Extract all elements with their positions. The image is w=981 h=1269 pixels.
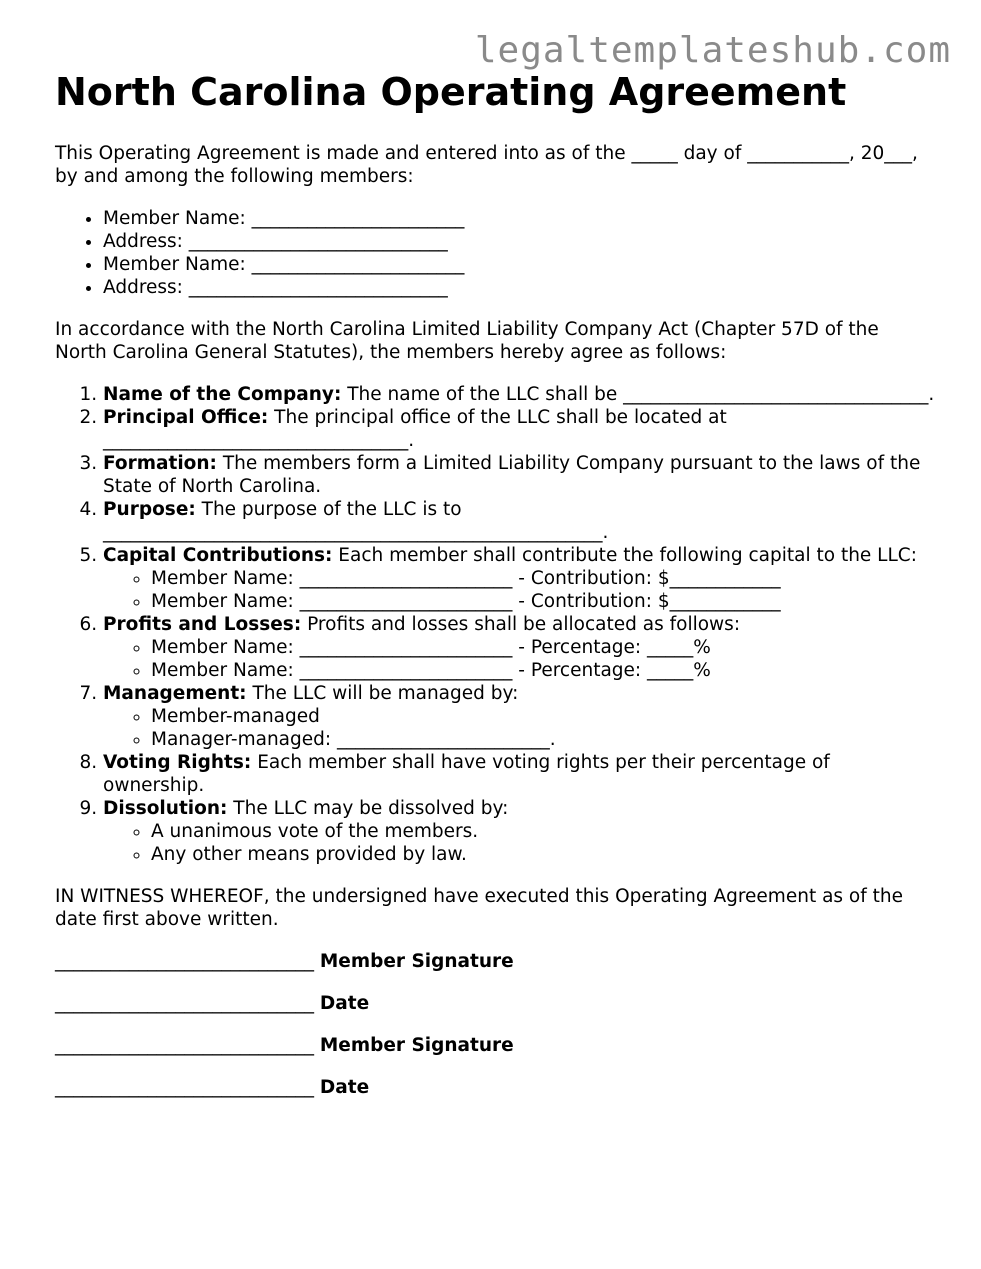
clause-text: The name of the LLC shall be _________________________________. <box>341 384 935 405</box>
page-title: North Carolina Operating Agreement <box>55 70 847 114</box>
clause-heading: Formation: <box>103 453 217 474</box>
signature-row <box>55 1034 935 1076</box>
intro-paragraph: This Operating Agreement is made and entered into as of the _____ day of ___________, 20___, by and among the following members: <box>55 143 918 187</box>
clause-item <box>103 406 935 452</box>
list-item: • Address: ____________________________ <box>103 230 935 253</box>
clause-text: The LLC will be managed by: <box>246 683 519 704</box>
sub-list <box>103 636 935 682</box>
members-list <box>55 207 935 299</box>
clause-text: Profits and losses shall be allocated as follows: <box>301 614 741 635</box>
sub-list <box>103 705 935 751</box>
watermark: legaltemplateshub.com <box>474 30 951 71</box>
clause-item <box>103 383 935 406</box>
signature-line: ____________________________ <box>55 1077 314 1098</box>
signature-block <box>55 950 935 1118</box>
signature-line: ____________________________ <box>55 993 314 1014</box>
clause-heading: Capital Contributions: <box>103 545 333 566</box>
sub-list-item: ◦ Member Name: _______________________ - Contribution: $____________ <box>151 567 935 590</box>
clauses-list <box>55 383 935 866</box>
sub-list-item: ◦ Any other means provided by law. <box>151 843 935 866</box>
accordance-paragraph: In accordance with the North Carolina Limited Liability Company Act (Chapter 57D of the North Carolina General Statutes), the members hereby agree as follows: <box>55 319 879 363</box>
sub-list <box>103 820 935 866</box>
sub-list-item: ◦ Member Name: _______________________ - Percentage: _____% <box>151 636 935 659</box>
clause-item <box>103 544 935 613</box>
signature-row <box>55 1076 935 1118</box>
signature-line: ____________________________ <box>55 951 314 972</box>
witness-paragraph: IN WITNESS WHEREOF, the undersigned have executed this Operating Agreement as of the date first above written. <box>55 886 904 930</box>
list-item: • Member Name: _______________________ <box>103 253 935 276</box>
clause-heading: Name of the Company: <box>103 384 342 405</box>
clause-heading: Profits and Losses: <box>103 614 302 635</box>
clause-item <box>103 498 935 544</box>
clause-text: The members form a Limited Liability Company pursuant to the laws of the State of North Carolina. <box>103 453 921 497</box>
signature-label: Member Signature <box>319 1035 514 1056</box>
clause-item <box>103 797 935 866</box>
document-body <box>55 142 935 1118</box>
clause-heading: Principal Office: <box>103 407 269 428</box>
signature-line: ____________________________ <box>55 1035 314 1056</box>
signature-row <box>55 992 935 1034</box>
signature-row <box>55 950 935 992</box>
signature-label: Date <box>319 1077 370 1098</box>
sub-list-item: ◦ A unanimous vote of the members. <box>151 820 935 843</box>
clause-item <box>103 452 935 498</box>
clause-heading: Dissolution: <box>103 798 228 819</box>
clause-text: Each member shall contribute the following capital to the LLC: <box>332 545 917 566</box>
clause-item <box>103 613 935 682</box>
clause-heading: Purpose: <box>103 499 196 520</box>
list-item: • Member Name: _______________________ <box>103 207 935 230</box>
signature-label: Date <box>319 993 370 1014</box>
list-item: • Address: ____________________________ <box>103 276 935 299</box>
clause-text: The purpose of the LLC is to ______________________________________________________. <box>103 499 609 543</box>
sub-list-item: ◦ Member Name: _______________________ - Contribution: $____________ <box>151 590 935 613</box>
clause-text: The LLC may be dissolved by: <box>227 798 509 819</box>
clause-item <box>103 751 935 797</box>
clause-heading: Voting Rights: <box>103 752 252 773</box>
sub-list-item: ◦ Member-managed <box>151 705 935 728</box>
signature-label: Member Signature <box>319 951 514 972</box>
sub-list <box>103 567 935 613</box>
clause-text: Each member shall have voting rights per their percentage of ownership. <box>103 752 830 796</box>
clause-heading: Management: <box>103 683 247 704</box>
sub-list-item: ◦ Member Name: _______________________ - Percentage: _____% <box>151 659 935 682</box>
sub-list-item: ◦ Manager-managed: _______________________. <box>151 728 935 751</box>
clause-item <box>103 682 935 751</box>
clause-text: The principal office of the LLC shall be located at _________________________________. <box>103 407 727 451</box>
